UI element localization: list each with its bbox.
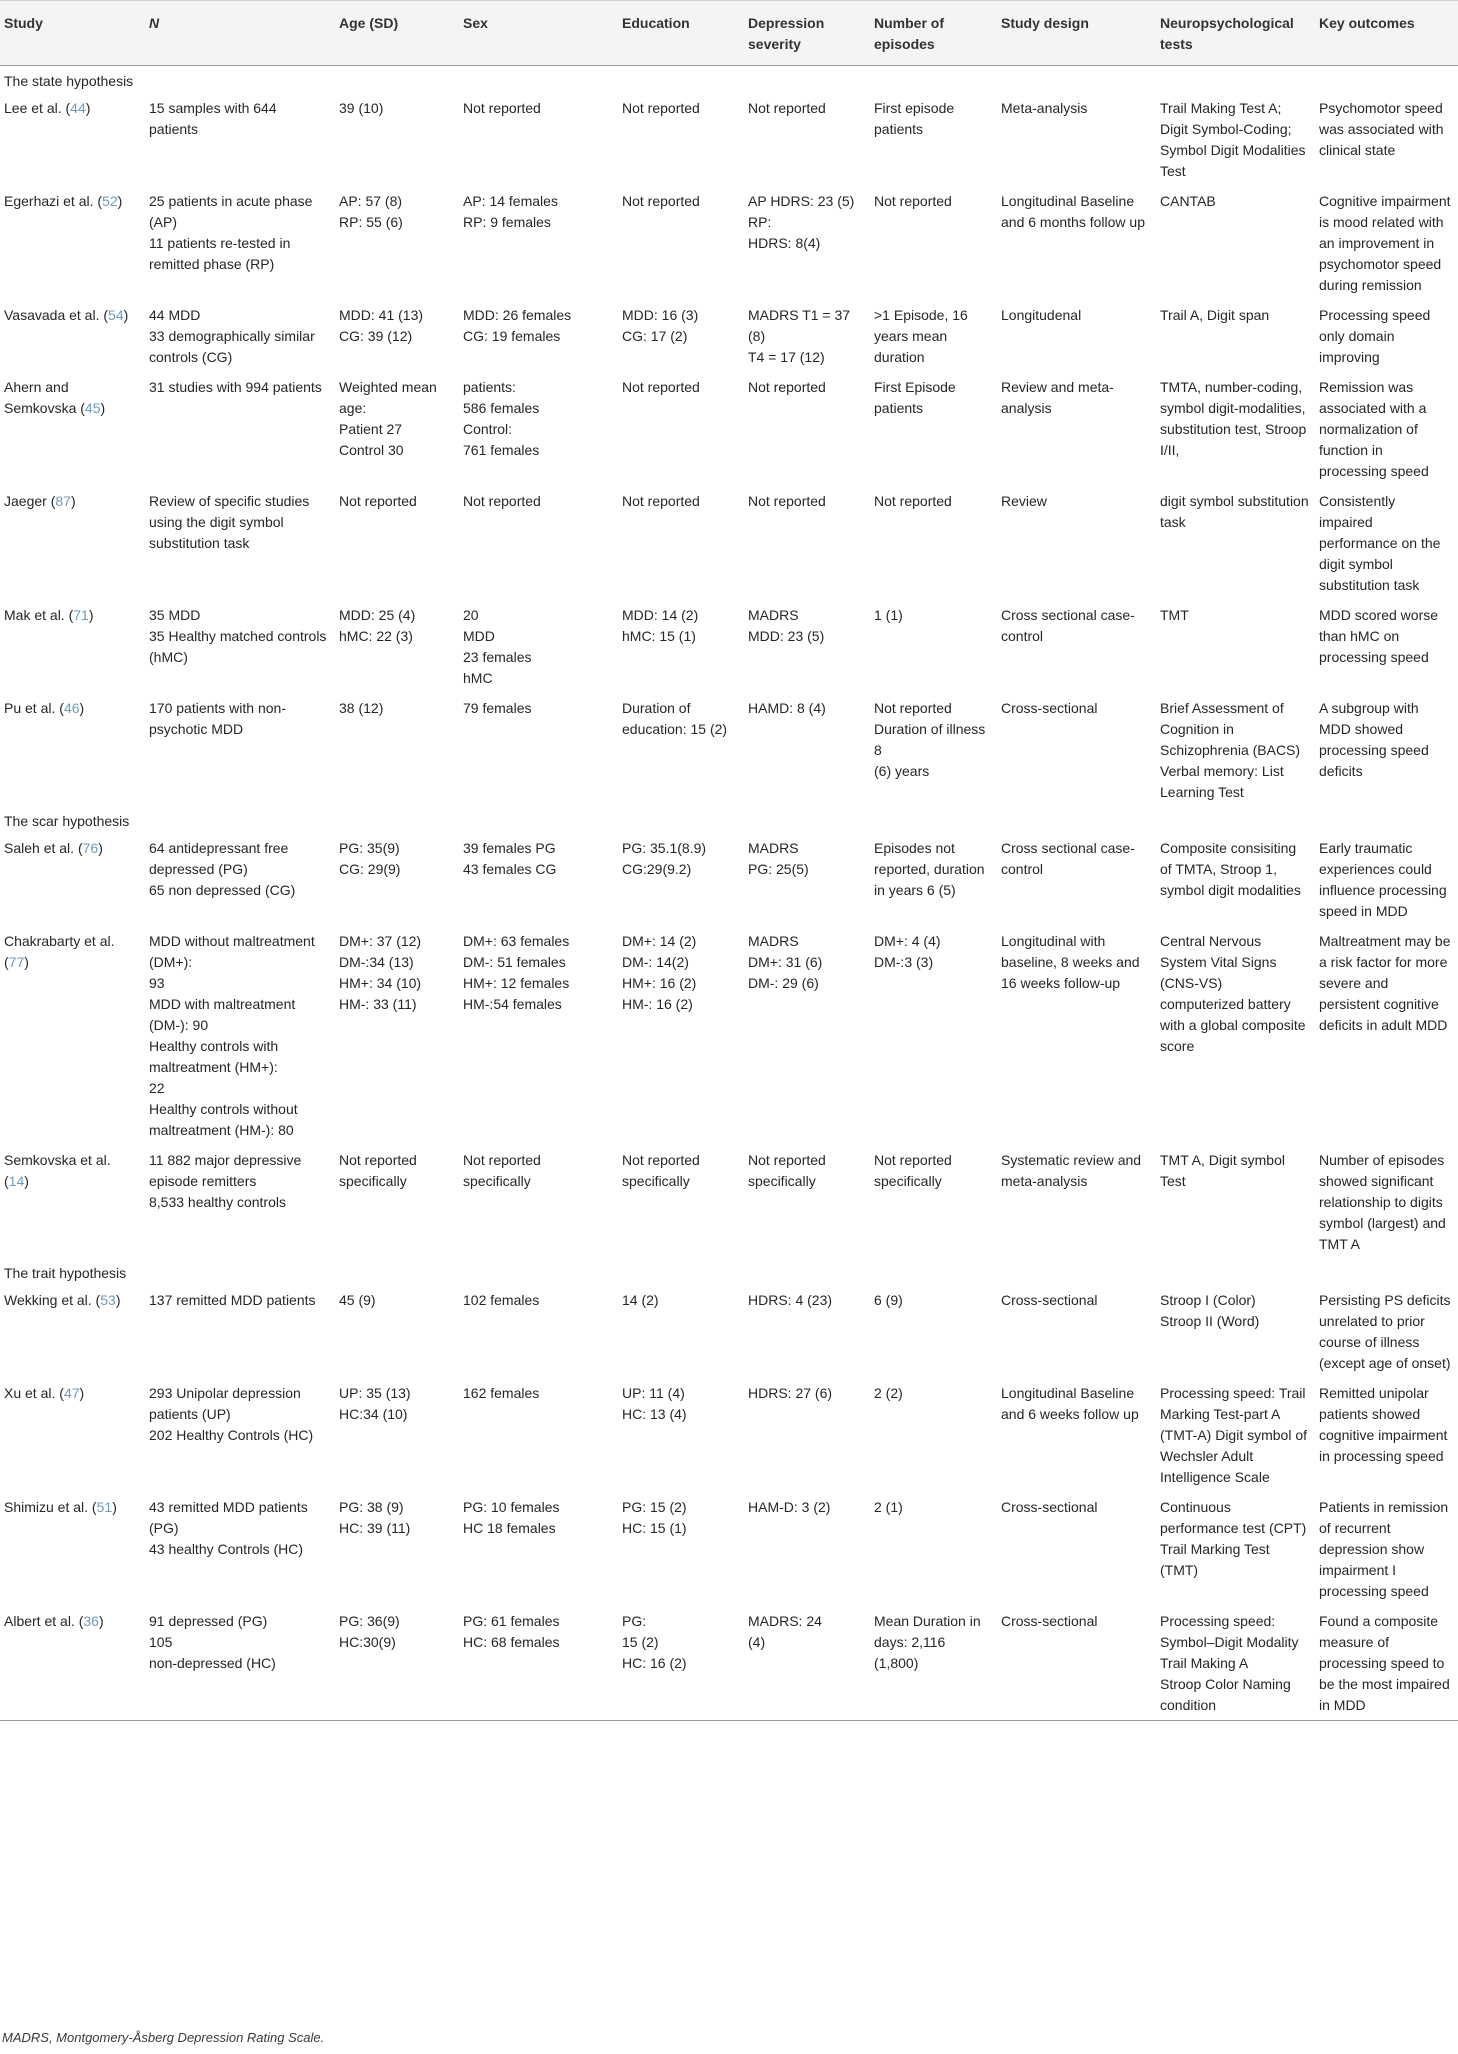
cell-severity: AP HDRS: 23 (5) RP: HDRS: 8(4) — [748, 193, 855, 251]
cell-design: Cross-sectional — [997, 1605, 1156, 1721]
cell-severity: Not reported — [748, 493, 826, 509]
study-name: Saleh et al. — [4, 840, 75, 856]
reference-link[interactable]: 36 — [83, 1613, 99, 1629]
section-title: The trait hypothesis — [4, 1265, 127, 1281]
cell-design: Longitudinal Baseline and 6 months follow up — [1001, 193, 1145, 230]
table-row — [0, 832, 1458, 925]
cell-tests: Composite consisiting of TMTA, Stroop 1, symbol digit modalities — [1160, 840, 1301, 898]
reference-link[interactable]: 71 — [73, 607, 89, 623]
cell-sex: PG: 10 females HC 18 females — [463, 1499, 560, 1536]
table-row — [0, 485, 1458, 599]
section-row — [0, 66, 1458, 93]
cell-tests: TMT — [1160, 607, 1189, 623]
cell-design: Systematic review and meta-analysis — [1001, 1152, 1142, 1189]
reference-link[interactable]: 77 — [8, 954, 25, 970]
cell-sex: PG: 61 females HC: 68 females — [459, 1605, 618, 1721]
cell-n: 43 remitted MDD patients (PG) 43 healthy Controls (HC) — [149, 1499, 308, 1557]
header-age: Age (SD) — [335, 1, 459, 66]
study-name: Shimizu et al. — [4, 1499, 89, 1515]
cell-design: Longitudenal — [1001, 307, 1082, 323]
cell-age: 39 (10) — [339, 100, 384, 116]
cell-episodes: Not reported Duration of illness 8 (6) years — [874, 700, 986, 779]
cell-education: DM+: 14 (2) DM-: 14(2) HM+: 16 (2) HM-: 16 (2) — [622, 933, 697, 1012]
study-name: Jaeger — [4, 493, 47, 509]
cell-outcomes: Remitted unipolar patients showed cognitive impairment in processing speed — [1319, 1385, 1448, 1464]
cell-age: 38 (12) — [339, 700, 384, 716]
cell-n: 137 remitted MDD patients — [149, 1292, 316, 1308]
section-row — [0, 806, 1458, 832]
cell-design: Cross-sectional — [1001, 700, 1098, 716]
header-episodes: Number of episodes — [870, 1, 997, 66]
cell-design: Review and meta-analysis — [1001, 379, 1114, 416]
cell-n: 35 MDD 35 Healthy matched controls (hMC) — [149, 607, 327, 665]
study-name: Wekking et al. — [4, 1292, 92, 1308]
cell-tests: digit symbol substitution task — [1160, 493, 1309, 530]
cell-outcomes: Psychomotor speed was associated with clinical state — [1319, 100, 1444, 158]
cell-severity: HDRS: 4 (23) — [748, 1292, 833, 1308]
study-name: Mak et al. — [4, 607, 65, 623]
cell-study: Pu et al. (46) — [4, 700, 85, 716]
cell-severity: HAM-D: 3 (2) — [748, 1499, 831, 1515]
cell-sex: Not reported — [463, 493, 541, 509]
cell-study: Xu et al. (47) — [4, 1385, 85, 1401]
cell-study: Wekking et al. (53) — [4, 1292, 121, 1308]
cell-severity: HDRS: 27 (6) — [748, 1385, 833, 1401]
cell-tests: Trail A, Digit span — [1160, 307, 1270, 323]
cell-sex: 162 females — [463, 1385, 540, 1401]
study-name: Semkovska et al. — [4, 1152, 111, 1168]
cell-n: 64 antidepressant free depressed (PG) 65 non depressed (CG) — [149, 840, 296, 898]
section-title: The scar hypothesis — [4, 813, 130, 829]
cell-education: PG: 15 (2) HC: 15 (1) — [622, 1499, 687, 1536]
cell-episodes: First Episode patients — [874, 379, 956, 416]
cell-study: Lee et al. (44) — [4, 100, 91, 116]
cell-design: Longitudinal Baseline and 6 weeks follow up — [1001, 1385, 1139, 1422]
cell-education: Not reported specifically — [622, 1152, 700, 1189]
header-education: Education — [618, 1, 744, 66]
cell-design: Cross-sectional — [1001, 1292, 1098, 1308]
cell-design: Review — [1001, 493, 1047, 509]
table-row — [0, 1605, 1458, 1721]
cell-severity: MADRS T1 = 37 (8) T4 = 17 (12) — [748, 307, 851, 365]
table-row — [0, 92, 1458, 185]
cell-tests: CANTAB — [1160, 193, 1216, 209]
table-row — [0, 371, 1458, 485]
cell-n: 91 depressed (PG) 105 non-depressed (HC) — [145, 1605, 335, 1721]
cell-n: Review of specific studies using the digit symbol substitution task — [149, 493, 310, 551]
cell-severity: Not reported — [748, 100, 826, 116]
cell-tests: Processing speed: Symbol–Digit Modality Trail Making A Stroop Color Naming condition — [1156, 1605, 1315, 1721]
cell-study: Saleh et al. (76) — [4, 840, 103, 856]
table-row — [0, 1377, 1458, 1491]
cell-outcomes: Maltreatment may be a risk factor for more severe and persistent cognitive deficits in adult MDD — [1319, 933, 1451, 1033]
cell-design: Cross sectional case-control — [1001, 840, 1135, 877]
cell-n: MDD without maltreatment (DM+): 93 MDD with maltreatment (DM-): 90 Healthy controls with maltreatment (HM+): 22 Healthy controls without maltreatment (HM-): 80 — [149, 933, 315, 1138]
cell-age: Weighted mean age: Patient 27 Control 30 — [339, 379, 437, 458]
table-row — [0, 299, 1458, 371]
reference-link[interactable]: 45 — [84, 400, 101, 416]
cell-age: MDD: 25 (4) hMC: 22 (3) — [339, 607, 416, 644]
cell-tests: TMT A, Digit symbol Test — [1160, 1152, 1285, 1189]
cell-sex: 39 females PG 43 females CG — [463, 840, 557, 877]
table-row — [0, 1144, 1458, 1258]
cell-design: Meta-analysis — [1001, 100, 1088, 116]
header-study: Study — [0, 1, 145, 66]
cell-design: Longitudinal with baseline, 8 weeks and 16 weeks follow-up — [1001, 933, 1140, 991]
cell-sex: patients: 586 females Control: 761 females — [463, 379, 540, 458]
cell-n: 44 MDD 33 demographically similar controls (CG) — [149, 307, 315, 365]
reference-link[interactable]: 46 — [63, 700, 80, 716]
cell-education: Duration of education: 15 (2) — [622, 700, 728, 737]
section-title: The state hypothesis — [4, 73, 134, 89]
cell-age: PG: 38 (9) HC: 39 (11) — [339, 1499, 411, 1536]
cell-design: Cross-sectional — [1001, 1499, 1098, 1515]
table-row — [0, 185, 1458, 299]
cell-age: Not reported — [339, 493, 417, 509]
cell-age: PG: 35(9) CG: 29(9) — [339, 840, 401, 877]
table-row — [0, 925, 1458, 1144]
cell-n: 25 patients in acute phase (AP) 11 patients re-tested in remitted phase (RP) — [149, 193, 313, 272]
reference-link[interactable]: 54 — [108, 307, 124, 323]
reference-link[interactable]: 47 — [63, 1385, 80, 1401]
table-row — [0, 1284, 1458, 1377]
cell-episodes: 6 (9) — [874, 1292, 903, 1308]
cell-tests: Central Nervous System Vital Signs (CNS-VS) computerized battery with a global composite score — [1160, 933, 1306, 1054]
study-name: Chakrabarty et al. — [4, 933, 115, 949]
reference-link[interactable]: 14 — [8, 1173, 25, 1189]
cell-outcomes: MDD scored worse than hMC on processing speed — [1319, 607, 1439, 665]
cell-sex: 20 MDD 23 females hMC — [463, 607, 532, 686]
cell-age: UP: 35 (13) HC:34 (10) — [339, 1385, 411, 1422]
cell-severity: Not reported specifically — [748, 1152, 826, 1189]
cell-episodes: 2 (2) — [874, 1385, 903, 1401]
cell-outcomes: Persisting PS deficits unrelated to prior course of illness (except age of onset) — [1319, 1292, 1451, 1371]
cell-episodes: First episode patients — [874, 100, 955, 137]
table-body — [0, 66, 1458, 1721]
cell-n: 15 samples with 644 patients — [149, 100, 277, 137]
reference-link[interactable]: 51 — [96, 1499, 113, 1515]
cell-age: MDD: 41 (13) CG: 39 (12) — [339, 307, 424, 344]
cell-design: Cross sectional case-control — [1001, 607, 1135, 644]
cell-sex: Not reported — [463, 100, 541, 116]
cell-education: Not reported — [622, 100, 700, 116]
cell-outcomes: Remission was associated with a normalization of function in processing speed — [1319, 379, 1429, 479]
cell-age: Not reported specifically — [339, 1152, 417, 1189]
cell-education: MDD: 14 (2) hMC: 15 (1) — [622, 607, 699, 644]
cell-education: Not reported — [622, 493, 700, 509]
cell-n: 11 882 major depressive episode remitters 8,533 healthy controls — [149, 1152, 302, 1210]
study-name: Albert et al. — [4, 1613, 75, 1629]
cell-episodes: Not reported — [874, 193, 952, 209]
cell-severity: HAMD: 8 (4) — [748, 700, 826, 716]
cell-episodes: >1 Episode, 16 years mean duration — [874, 307, 968, 365]
cell-study: Albert et al. (36) — [0, 1605, 145, 1721]
cell-sex: DM+: 63 females DM-: 51 females HM+: 12 females HM-:54 females — [463, 933, 570, 1012]
study-name: Vasavada et al. — [4, 307, 100, 323]
cell-outcomes: Early traumatic experiences could influence processing speed in MDD — [1319, 840, 1447, 919]
cell-study: Ahern and Semkovska (45) — [4, 379, 106, 416]
cell-sex: AP: 14 females RP: 9 females — [463, 193, 558, 230]
reference-link[interactable]: 53 — [100, 1292, 116, 1308]
cell-study: Chakrabarty et al. (77) — [4, 933, 115, 970]
cell-age: 45 (9) — [339, 1292, 376, 1308]
cell-education: PG: 35.1(8.9) CG:29(9.2) — [622, 840, 707, 877]
header-severity: Depression severity — [744, 1, 870, 66]
reference-link[interactable]: 76 — [82, 840, 99, 856]
cell-severity: MADRS PG: 25(5) — [748, 840, 809, 877]
cell-education: Not reported — [622, 193, 700, 209]
cell-sex: 79 females — [463, 700, 532, 716]
cell-education: 14 (2) — [622, 1292, 659, 1308]
cell-study: Semkovska et al. (14) — [4, 1152, 111, 1189]
cell-tests: Brief Assessment of Cognition in Schizophrenia (BACS) Verbal memory: List Learning Test — [1160, 700, 1301, 800]
section-row — [0, 1258, 1458, 1284]
reference-link[interactable]: 44 — [70, 100, 86, 116]
header-row — [0, 1, 1458, 66]
cell-episodes: Episodes not reported, duration in years 6 (5) — [874, 840, 985, 898]
header-sex: Sex — [459, 1, 618, 66]
table-row — [0, 599, 1458, 692]
cell-tests: Stroop I (Color) Stroop II (Word) — [1160, 1292, 1260, 1329]
cell-sex: Not reported specifically — [463, 1152, 541, 1189]
cell-age: DM+: 37 (12) DM-:34 (13) HM+: 34 (10) HM-: 33 (11) — [339, 933, 422, 1012]
cell-education: Not reported — [622, 379, 700, 395]
cell-episodes: Not reported — [874, 493, 952, 509]
cell-episodes: DM+: 4 (4) DM-:3 (3) — [874, 933, 941, 970]
cell-sex: MDD: 26 females CG: 19 females — [463, 307, 572, 344]
cell-outcomes: Found a composite measure of processing speed to be the most impaired in MDD — [1315, 1605, 1458, 1721]
cell-study: Mak et al. (71) — [4, 607, 94, 623]
table-footnote: MADRS, Montgomery-Åsberg Depression Rating Scale. — [2, 2030, 325, 2045]
cell-severity: MADRS MDD: 23 (5) — [748, 607, 825, 644]
study-name: Pu et al. — [4, 700, 56, 716]
table-row — [0, 692, 1458, 806]
cell-outcomes: Cognitive impairment is mood related with an improvement in psychomotor speed during remission — [1319, 193, 1451, 293]
cell-episodes: 1 (1) — [874, 607, 903, 623]
cell-tests: Processing speed: Trail Marking Test-part A (TMT-A) Digit symbol of Wechsler Adult Intelligence Scale — [1160, 1385, 1308, 1485]
study-name: Egerhazi et al. — [4, 193, 94, 209]
cell-severity: MADRS: 24 (4) — [744, 1605, 870, 1721]
cell-episodes: 2 (1) — [874, 1499, 903, 1515]
cell-severity: Not reported — [748, 379, 826, 395]
cell-tests: Trail Making Test A; Digit Symbol-Coding; Symbol Digit Modalities Test — [1160, 100, 1306, 179]
cell-n: 170 patients with non-psychotic MDD — [149, 700, 286, 737]
cell-severity: MADRS DM+: 31 (6) DM-: 29 (6) — [748, 933, 823, 991]
cell-education: PG: 15 (2) HC: 16 (2) — [618, 1605, 744, 1721]
cell-outcomes: Consistently impaired performance on the digit symbol substitution task — [1319, 493, 1441, 593]
study-name: Xu et al. — [4, 1385, 56, 1401]
reference-link[interactable]: 87 — [55, 493, 71, 509]
cell-education: MDD: 16 (3) CG: 17 (2) — [622, 307, 699, 344]
cell-outcomes: Processing speed only domain improving — [1319, 307, 1431, 365]
cell-n: 293 Unipolar depression patients (UP) 202 Healthy Controls (HC) — [149, 1385, 314, 1443]
cell-age: AP: 57 (8) RP: 55 (6) — [339, 193, 403, 230]
cell-study: Jaeger (87) — [4, 493, 76, 509]
cell-age: PG: 36(9) HC:30(9) — [335, 1605, 459, 1721]
cell-outcomes: Number of episodes showed significant relationship to digits symbol (largest) and TMT A — [1319, 1152, 1446, 1252]
cell-study: Egerhazi et al. (52) — [4, 193, 123, 209]
cell-n: 31 studies with 994 patients — [149, 379, 322, 395]
study-name: Lee et al. — [4, 100, 62, 116]
cell-tests: Continuous performance test (CPT) Trail Marking Test (TMT) — [1160, 1499, 1307, 1578]
header-n: N — [145, 1, 335, 66]
cell-education: UP: 11 (4) HC: 13 (4) — [622, 1385, 687, 1422]
cell-study: Shimizu et al. (51) — [4, 1499, 117, 1515]
header-tests: Neuropsychological tests — [1156, 1, 1315, 66]
cell-episodes: Not reported specifically — [874, 1152, 952, 1189]
cell-episodes: Mean Duration in days: 2,116 (1,800) — [870, 1605, 997, 1721]
cell-outcomes: A subgroup with MDD showed processing speed deficits — [1319, 700, 1429, 779]
table-row — [0, 1491, 1458, 1605]
cell-tests: TMTA, number-coding, symbol digit-modalities, substitution test, Stroop I/II, — [1160, 379, 1307, 458]
cell-sex: 102 females — [463, 1292, 540, 1308]
cell-outcomes: Patients in remission of recurrent depression show impairment I processing speed — [1319, 1499, 1449, 1599]
study-name: Ahern and Semkovska — [4, 379, 77, 416]
header-design: Study design — [997, 1, 1156, 66]
cell-study: Vasavada et al. (54) — [4, 307, 129, 323]
reference-link[interactable]: 52 — [102, 193, 118, 209]
header-outcomes: Key outcomes — [1315, 1, 1458, 66]
